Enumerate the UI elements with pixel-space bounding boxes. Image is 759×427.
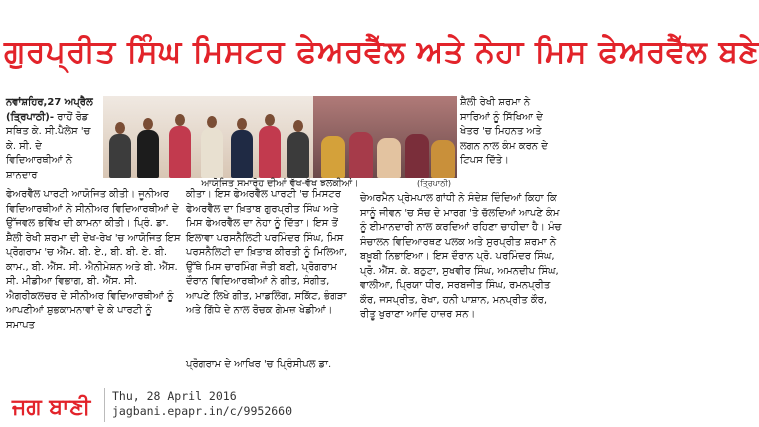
dateline: ਨਵਾਂਸ਼ਹਿਰ,27 ਅਪ੍ਰੈਲ (ਤ੍ਰਿਪਾਠੀ)-	[6, 97, 93, 123]
intro-text: ਰਾਹੋਂ ਰੋਡ ਸਥਿਤ ਕੇ. ਸੀ.ਪੈਲੇਸ 'ਚ ਕੇ. ਸੀ. ਦੇ ਵਿਦਿਆਰਥੀਆਂ ਨੇ ਸ਼ਾਨਦਾਰ	[6, 111, 91, 181]
article-headline: ਗੁਰਪ੍ਰੀਤ ਸਿੰਘ ਮਿਸਟਰ ਫੇਅਰਵੈੱਲ ਅਤੇ ਨੇਹਾ ਮਿਸ ਫੇਅਰਵੈੱਲ ਬਣੇ	[4, 34, 759, 70]
body-column-1: ਫੇਅਰਵੈੱਲ ਪਾਰਟੀ ਆਯੋਜਿਤ ਕੀਤੀ। ਜੂਨੀਅਰ ਵਿਦਿਆਰਥੀਆਂ ਨੇ ਸੀਨੀਅਰ ਵਿਦਿਆਰਥੀਆਂ ਦੇ ਉੱਜਵਲ ਭਵਿੱਖ ਦੀ ਕਾਮਨਾ ਕੀਤੀ। ਪ੍ਰਿੰ. ਡਾ. ਸ਼ੈਲੀ ਰੇਖੀ ਸ਼ਰਮਾ ਦੀ ਦੇਖ-ਰੇਖ 'ਚ ਆਯੋਜਿਤ ਇਸ ਪ੍ਰੋਗਰਾਮ 'ਚ ਐੱਮ. ਬੀ. ਏ., ਬੀ. ਬੀ. ਏ. ਬੀ. ਕਾਮ., ਬੀ. ਐੱਸ. ਸੀ. ਐਨੀਮੇਸ਼ਨ ਅਤੇ ਬੀ. ਐੱਸ. ਸੀ. ਮੀਡੀਆ ਵਿਭਾਗ, ਬੀ. ਐੱਸ. ਸੀ. ਐਗਰੀਕਲਚਰ ਦੇ ਸੀਨੀਅਰ ਵਿਦਿਆਰਥੀਆਂ ਨੂੰ ਆਪਣੀਆਂ ਸ਼ੁਭਕਾਮਨਾਵਾਂ ਦੇ ਕੇ ਪਾਰਟੀ ਨੂੰ ਸਮਾਪਤ	[6, 189, 181, 331]
jagbani-logo: ਜਗ ਬਾਣੀ	[12, 394, 91, 420]
edition-info	[112, 389, 352, 419]
body-column-3: ਚੇਅਰਮੈਨ ਪ੍ਰੇਮਪਾਲ ਗਾਂਧੀ ਨੇ ਸੰਦੇਸ਼ ਦਿੰਦਿਆਂ ਕਿਹਾ ਕਿ ਸਾਨੂੰ ਜੀਵਨ 'ਚ ਸੱਚ ਦੇ ਮਾਰਗ 'ਤੇ ਚੱਲਦਿਆਂ ਆਪਣੇ ਕੰਮ ਨੂੰ ਈਮਾਨਦਾਰੀ ਨਾਲ ਕਰਦਿਆਂ ਰਹਿਣਾ ਚਾਹੀਦਾ ਹੈ। ਮੰਚ ਸੰਚਾਲਨ ਵਿਦਿਆਰਥਣ ਪਲਕ ਅਤੇ ਸੁਰਪ੍ਰੀਤ ਸ਼ਰਮਾ ਨੇ ਬਖ਼ੂਬੀ ਨਿਭਾਇਆ। ਇਸ ਦੌਰਾਨ ਪ੍ਰੋ. ਪਰਮਿੰਦਰ ਸਿੰਘ, ਪ੍ਰੋ. ਐੱਸ. ਕੇ. ਬਠੁਟਾ, ਸੁਖਵੀਰ ਸਿੰਘ, ਅਮਨਦੀਪ ਸਿੰਘ, ਵਾਲੀਆ, ਪ੍ਰਿਯਾ ਧੀਰ, ਸਰਬਜੀਤ ਸਿੰਘ, ਰਮਨਪ੍ਰੀਤ ਕੌਰ, ਜਸਪ੍ਰੀਤ, ਰੇਖਾ, ਹਨੀ ਪਾਸ਼ਾਨ, ਮਨਪ੍ਰੀਤ ਕੌਰ, ਰੀਤੂ ਖੁਰਾਣਾ ਆਦਿ ਹਾਜ਼ਰ ਸਨ।	[360, 193, 562, 320]
stage-group	[103, 96, 313, 178]
previous-page-fragment	[0, 0, 568, 6]
photo-credit: (ਤ੍ਰਿਪਾਠੀ)	[416, 179, 451, 188]
edition-date: Thu, 28 April 2016	[112, 389, 237, 403]
body-column-2: ਕੀਤਾ। ਇਸ ਫੇਅਰਵੈੱਲ ਪਾਰਟੀ 'ਚ ਮਿਸਟਰ ਫੇਅਰਵੈੱਲ ਦਾ ਖ਼ਿਤਾਬ ਗੁਰਪ੍ਰੀਤ ਸਿੰਘ ਅਤੇ ਮਿਸ ਫੇਅਰਵੈੱਲ ਦਾ ਨੇਹਾ ਨੂੰ ਦਿੱਤਾ। ਇਸ ਤੋਂ ਇਲਾਵਾ ਪਰਸਨੈਲਿਟੀ ਪਰਮਿੰਦਰ ਸਿੰਘ, ਮਿਸ ਪਰਸਨੈਲਿਟੀ ਦਾ ਖ਼ਿਤਾਬ ਕੀਰਤੀ ਨੂੰ ਮਿਲਿਆ, ਉੱਥੇ ਮਿਸ ਚਾਰਮਿੰਗ ਜੋਤੀ ਬਣੀ, ਪ੍ਰੋਗਰਾਮ ਦੌਰਾਨ ਵਿਦਿਆਰਥੀਆਂ ਨੇ ਗੀਤ, ਸੰਗੀਤ, ਆਪਣੇ ਲਿਖੇ ਗੀਤ, ਮਾਡਲਿੰਗ, ਸਕਿੱਟ, ਭੰਗੜਾ ਅਤੇ ਗਿੱਧੇ ਦੇ ਨਾਲ ਰੋਚਕ ਗੇਮਜ਼ ਖੇਡੀਆਂ।	[186, 189, 348, 316]
body-column-2-end: ਪ੍ਰੋਗਰਾਮ ਦੇ ਆਖਿਰ 'ਚ ਪ੍ਰਿੰਸੀਪਲ ਡਾ.	[186, 359, 332, 370]
intro-column	[6, 96, 101, 181]
caption-text: ਆਯੋਜਿਤ ਸਮਾਰੋਹ ਦੀਆਂ ਵੱਖ-ਵੱਖ ਝਲਕੀਆਂ।	[201, 178, 359, 189]
audience-group	[313, 96, 457, 178]
footer-divider	[104, 388, 105, 422]
edition-url[interactable]: jagbani.epapr.in/c/9952660	[112, 404, 293, 418]
right-top-column: ਸ਼ੈਲੀ ਰੇਖੀ ਸ਼ਰਮਾ ਨੇ ਸਾਰਿਆਂ ਨੂੰ ਸਿੱਖਿਆ ਦੇ ਖੇਤਰ 'ਚ ਮਿਹਨਤ ਅਤੇ ਲਗਨ ਨਾਲ ਕੰਮ ਕਰਨ ਦੇ ਟਿਪਸ ਦਿੱਤੇ।	[460, 97, 548, 166]
event-photo	[103, 96, 457, 178]
